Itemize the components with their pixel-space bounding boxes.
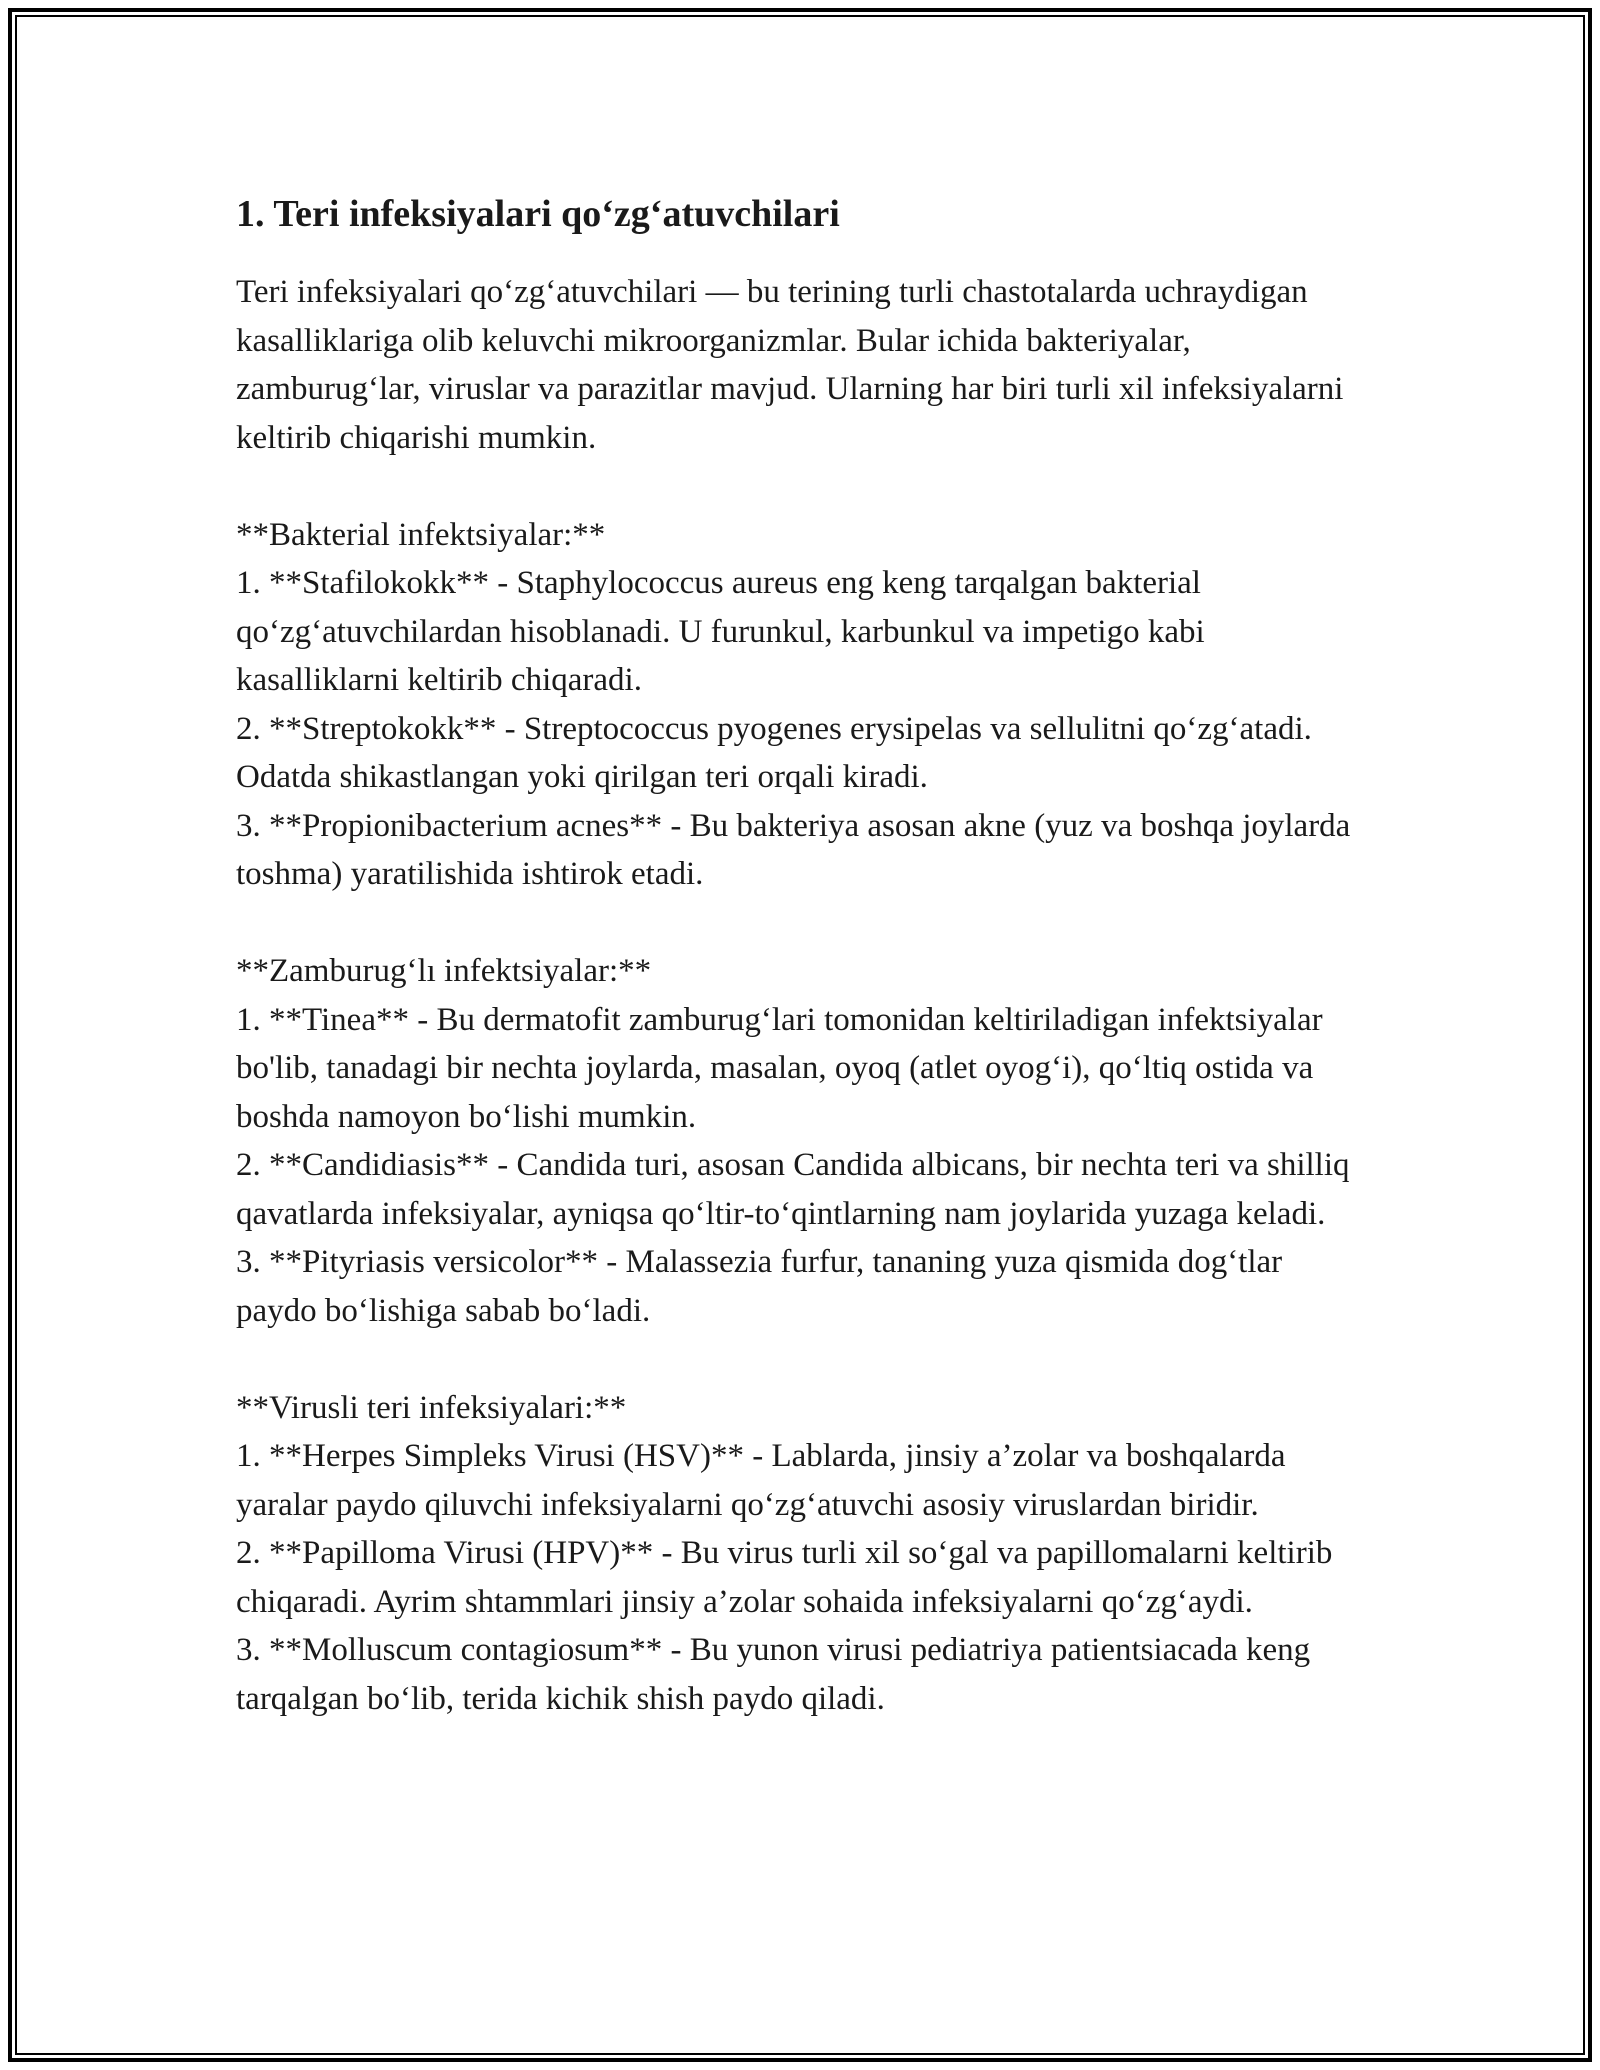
section-bacterial [236, 511, 1366, 899]
list-item: 3. **Pityriasis versicolor** - Malassezia furfur, tananing yuza qismida dog‘tlar paydo bo‘lishiga sabab bo‘ladi. [236, 1244, 1283, 1329]
list-item: 1. **Herpes Simpleks Virusi (HSV)** - Lablarda, jinsiy a’zolar va boshqalarda yaralar paydo qiluvchi infeksiyalarni qo‘zg‘atuvchi asosiy viruslardan biridir. [236, 1438, 1286, 1523]
section-heading: **Bakterial infektsiyalar:** [236, 516, 606, 553]
intro-paragraph: Teri infeksiyalari qo‘zg‘atuvchilari — bu terining turli chastotalarda uchraydigan kasalliklariga olib keluvchi mikroorganizmlar. Bular ichida bakteriyalar, zamburug‘lar, viruslar va parazitlar mavjud. Ularning har biri turli xil infeksiyalarni keltirib chiqarishi mumkin. [236, 274, 1344, 456]
list-item: 1. **Tinea** - Bu dermatofit zamburug‘lari tomonidan keltiriladigan infektsiyalar bo'lib, tanadagi bir nechta joylarda, masalan, oyoq (atlet oyog‘i), qo‘ltiq ostida va boshda namoyon bo‘lishi mumkin. [236, 1001, 1323, 1135]
list-item: 3. **Propionibacterium acnes** - Bu bakteriya asosan akne (yuz va boshqa joylarda toshma) yaratilishida ishtirok etadi. [236, 807, 1351, 892]
section-viral [236, 1384, 1366, 1724]
blank-line [236, 899, 1366, 948]
blank-line [236, 1335, 1366, 1384]
section-fungal [236, 947, 1366, 1335]
section-heading: **Zamburug‘lı infektsiyalar:** [236, 953, 652, 989]
section-heading: **Virusli teri infeksiyalari:** [236, 1389, 627, 1426]
document-title: 1. Teri infeksiyalari qo‘zg‘atuvchilari [236, 193, 840, 235]
list-item: 2. **Candidiasis** - Candida turi, asosan Candida albicans, bir nechta teri va shilliq qavatlarda infeksiyalar, ayniqsa qo‘ltir-to‘qintlarning nam joylarida yuzaga keladi. [236, 1147, 1350, 1232]
list-item: 2. **Papilloma Virusi (HPV)** - Bu virus turli xil so‘gal va papillomalarni keltirib chiqaradi. Ayrim shtammlari jinsiy a’zolar sohaida infeksiyalarni qo‘zg‘aydi. [236, 1535, 1333, 1620]
list-item: 2. **Streptokokk** - Streptococcus pyogenes erysipelas va sellulitni qo‘zg‘atadi. Odatda shikastlangan yoki qirilgan teri orqali kiradi. [236, 710, 1312, 795]
list-item: 1. **Stafilokokk** - Staphylococcus aureus eng keng tarqalgan bakterial qo‘zg‘atuvchilardan hisoblanadi. U furunkul, karbunkul va impetigo kabi kasalliklarni keltirib chiqaradi. [236, 565, 1205, 698]
document-page [236, 186, 1366, 1723]
blank-line [236, 462, 1366, 511]
list-item: 3. **Molluscum contagiosum** - Bu yunon virusi pediatriya patientsiacada keng tarqalgan bo‘lib, terida kichik shish paydo qiladi. [236, 1632, 1311, 1717]
